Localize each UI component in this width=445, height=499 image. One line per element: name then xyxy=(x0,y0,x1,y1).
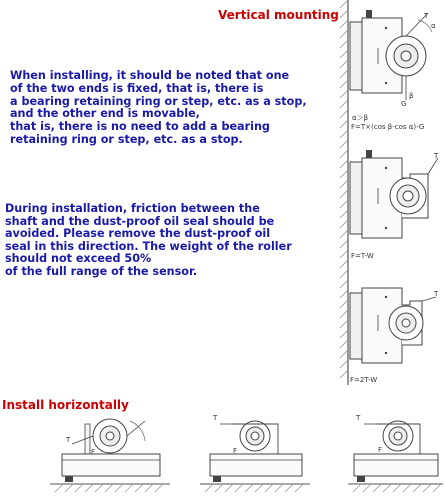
horizontal-sensor-diagram-3 xyxy=(348,416,443,498)
fixed-end-note xyxy=(10,70,335,147)
label-f: F xyxy=(91,448,96,456)
note-line: retaining ring or step, etc. as a stop. xyxy=(10,132,243,146)
vertical-mounting-heading: Vertical mounting xyxy=(218,8,339,22)
note-line: seal in this direction. The weight of the roller xyxy=(5,239,292,253)
label-t: T xyxy=(434,290,439,298)
vertical-sensor-diagram-3 xyxy=(348,283,443,368)
label-alpha: α xyxy=(431,22,436,30)
label-f: F xyxy=(378,446,383,454)
label-t: T xyxy=(434,152,439,160)
note-line: that is, there is no need to add a bearing xyxy=(10,120,270,134)
vertical-sensor-diagram-2 xyxy=(348,148,443,248)
note-line: avoided. Please remove the dust-proof oil xyxy=(5,227,271,241)
horizontal-sensor-diagram-1 xyxy=(50,416,170,498)
friction-note xyxy=(5,203,330,279)
formula-2: F=T-W xyxy=(351,252,374,260)
label-t: T xyxy=(213,414,218,422)
note-line: During installation, friction between the xyxy=(5,202,260,215)
label-t: T xyxy=(424,12,429,20)
formula-1: F=T×(cos β-cos α)-G xyxy=(351,123,425,131)
label-g: G xyxy=(401,100,407,108)
note-line: should not exceed 50% xyxy=(5,252,152,266)
note-line: When installing, it should be noted that one xyxy=(10,69,290,82)
note-line: of the full range of the sensor. xyxy=(5,264,198,278)
formula-3: F=2T-W xyxy=(350,376,378,384)
note-line: of the two ends is fixed, that is, there is xyxy=(10,81,264,95)
label-t: T xyxy=(66,436,71,444)
condition-text: α＞β xyxy=(352,114,369,122)
note-line: shaft and the dust-proof oil seal should be xyxy=(5,214,275,228)
horizontal-sensor-diagram-2 xyxy=(200,416,310,498)
label-f: F xyxy=(233,447,238,455)
label-beta: β xyxy=(409,92,414,100)
label-t: T xyxy=(356,414,361,422)
note-line: a bearing retaining ring or step, etc. as a stop, xyxy=(10,94,307,108)
vertical-sensor-diagram-1 xyxy=(348,8,443,113)
note-line: and the other end is movable, xyxy=(10,107,200,121)
horizontal-install-heading: Install horizontally xyxy=(2,398,129,412)
